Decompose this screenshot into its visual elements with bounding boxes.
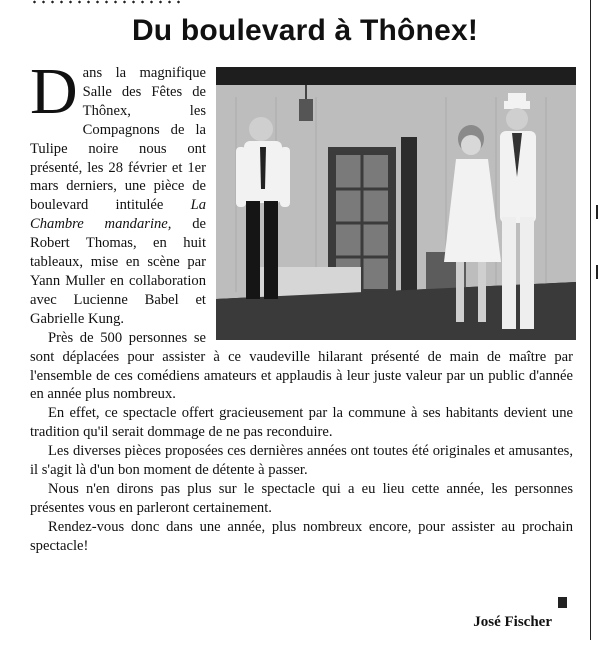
article-paragraph: Rendez-vous donc dans une année, plus nombreux encore, pour assister au prochain spectacle!: [30, 518, 573, 554]
article-paragraph: Nous n'en dirons pas plus sur le spectacle qui a eu lieu cette année, les personnes présentes vous en parleront certainement.: [30, 480, 573, 516]
column-rule: [590, 0, 591, 640]
drop-cap: D: [30, 55, 78, 128]
intro-text-end: de Robert Thomas, en huit tableaux, mise en scène par Yann Muller en collaboration avec Lucienne Babel et Gabrielle Kung.: [30, 216, 206, 327]
article-paragraph: Les diverses pièces proposées ces dernières années ont toutes été originales et amusantes, il s'agit là d'un bon moment de détente à passer.: [30, 443, 573, 479]
article-paragraph: Près de 500 personnes se sont déplacées pour assister à ce vaudeville hilarant présenté de main de maître par l'ensemble de ces comédiens amateurs et applaudis à leur juste valeur par un public d'année en année plus nombreux.: [30, 329, 573, 403]
end-of-article-mark: [558, 597, 567, 608]
article-headline: Du boulevard à Thônex!: [131, 14, 479, 47]
play-title: La Chambre mandarine,: [30, 197, 206, 233]
author-signature: José Fischer: [473, 614, 552, 630]
article-body: [30, 55, 573, 556]
article-paragraph: En effet, ce spectacle offert gracieusement par la commune à ses habitants devient une tradition qu'il serait dommage de ne pas reconduire.: [30, 405, 573, 441]
top-decorative-dots: [30, 0, 180, 4]
intro-text: ans la magnifique Salle des Fêtes de Thônex, les Compagnons de la Tulipe noire nous ont présenté, les 28 février et 1er mars derniers, une pièce de boulevard intitulée: [30, 65, 206, 214]
margin-mark: [596, 265, 598, 279]
margin-mark: [596, 205, 598, 219]
stage-photo-icon: [216, 67, 576, 340]
